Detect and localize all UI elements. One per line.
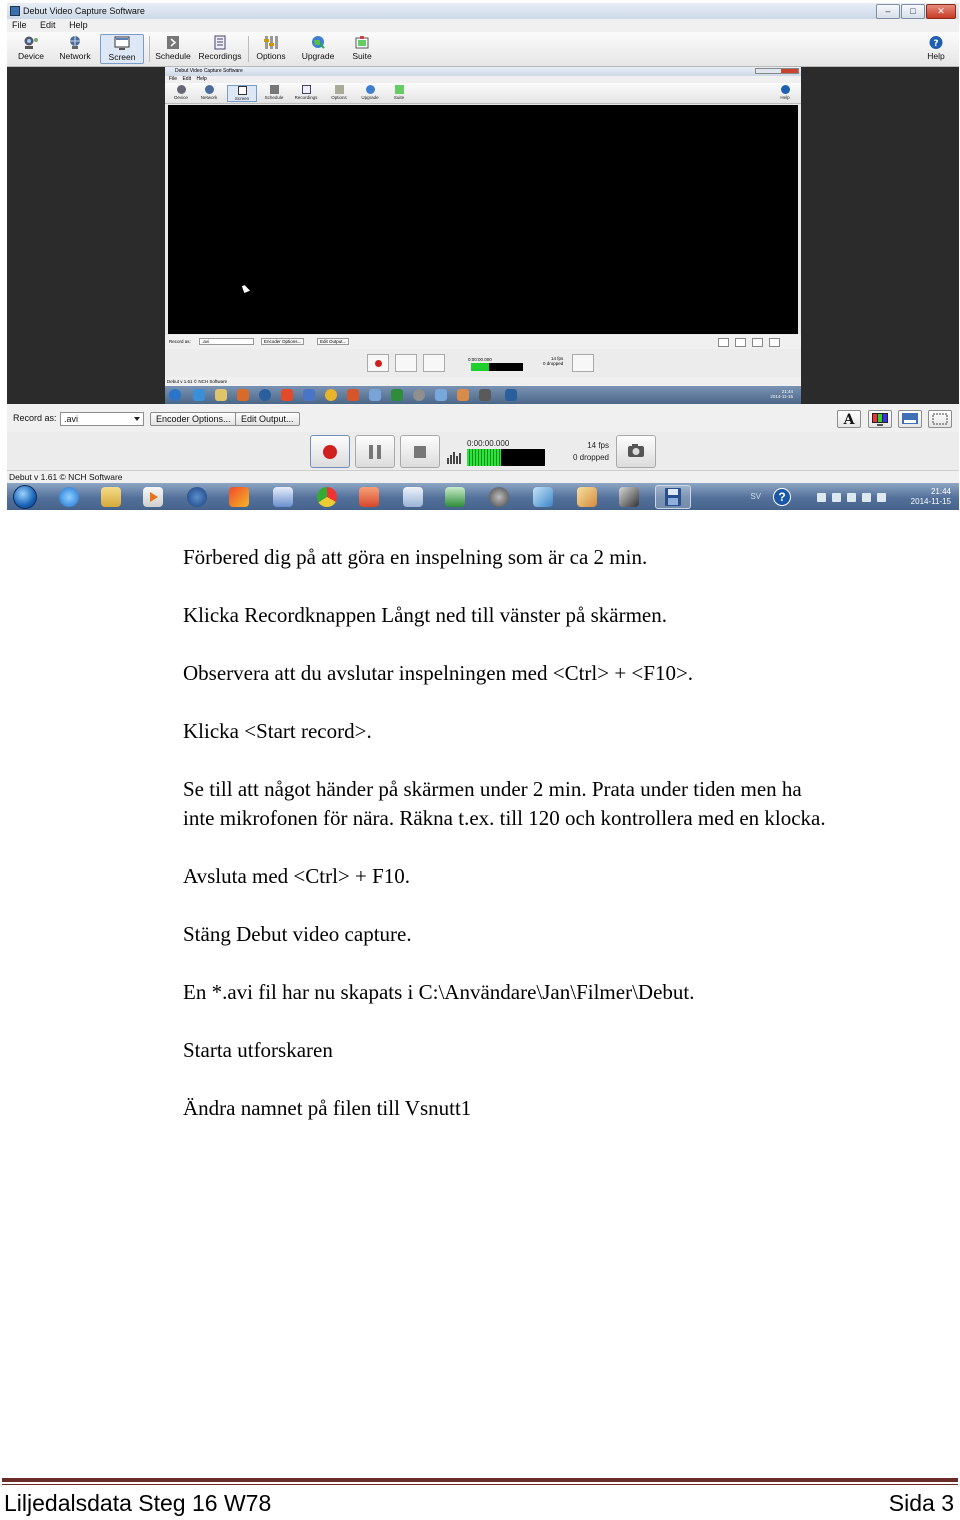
- nested-snapshot-button: [572, 354, 594, 372]
- menu-edit[interactable]: Edit: [40, 20, 56, 30]
- timecode: 0:00:00.000: [467, 439, 510, 448]
- window-controls: [876, 4, 956, 19]
- footer-rule-thick: [2, 1478, 958, 1482]
- webcam-icon: [23, 35, 39, 50]
- options-label: Options: [256, 51, 286, 61]
- nested-help: Help: [775, 85, 795, 100]
- nested-status: Debut v 1.61 © NCH Software: [165, 377, 801, 386]
- word-icon[interactable]: [273, 487, 293, 507]
- excel-icon[interactable]: [445, 487, 465, 507]
- preview-nested-screen: [165, 67, 801, 404]
- tray-arrow-icon[interactable]: [817, 493, 826, 502]
- caption-button[interactable]: [898, 410, 922, 428]
- step-click-record: Klicka Recordknappen Långt ned till vänster på skärmen.: [183, 603, 668, 627]
- internet-explorer-icon[interactable]: [59, 487, 79, 507]
- office-icon[interactable]: [229, 487, 249, 507]
- pause-button[interactable]: [355, 435, 395, 468]
- record-options-bar: [7, 404, 959, 432]
- app-screenshot: [7, 3, 959, 510]
- nested-text-overlay-icon: [718, 338, 729, 347]
- monitor-color-icon: [869, 411, 891, 427]
- svg-text:?: ?: [933, 39, 939, 49]
- format-value: .avi: [64, 414, 79, 424]
- toolbar-separator: [248, 36, 249, 62]
- step-activity-line2: inte mikrofonen för nära. Räkna t.ex. till 120 och kontrollera med en klocka.: [183, 806, 826, 830]
- windows-taskbar: [7, 483, 959, 510]
- nested-recordings: Recordings: [291, 85, 321, 100]
- audio-level-meter: [467, 449, 545, 466]
- device-button[interactable]: [11, 34, 51, 64]
- upgrade-globe-icon: [310, 35, 326, 50]
- nested-menu-edit: Edit: [182, 76, 192, 82]
- audio-levels-icon: [447, 446, 463, 464]
- step-activity-line1: Se till att något händer på skärmen under 2 min. Prata under tiden men ha: [183, 777, 802, 801]
- nested-record-as-label: Record as:: [169, 339, 191, 344]
- pause-icon: [369, 445, 381, 459]
- nested-screen: Screen: [227, 85, 257, 102]
- footer-page-number: Sida 3: [888, 1490, 954, 1516]
- format-select[interactable]: [60, 412, 144, 426]
- menu-file[interactable]: File: [12, 20, 27, 30]
- nested-network: Network: [197, 85, 221, 100]
- start-orb-icon[interactable]: [13, 485, 37, 509]
- nested-record-button: [367, 354, 389, 372]
- fps-value: 14 fps: [587, 441, 609, 450]
- edit-output-button[interactable]: Edit Output...: [235, 412, 300, 426]
- screen-label: Screen: [108, 52, 136, 62]
- debut-taskbar-button[interactable]: [655, 485, 691, 509]
- dropped-value: 0 dropped: [572, 453, 609, 462]
- taskbar-clock[interactable]: [891, 487, 951, 507]
- color-adjust-button[interactable]: [868, 410, 892, 428]
- chrome-icon[interactable]: [317, 487, 337, 507]
- language-indicator[interactable]: SV: [750, 492, 761, 501]
- clock-date: 2014-11-15: [910, 497, 951, 506]
- footer-course-title: Liljedalsdata Steg 16 W78: [4, 1490, 272, 1516]
- camera-icon: [617, 436, 655, 467]
- close-icon[interactable]: ✕: [926, 4, 956, 19]
- step-observe-stop: Observera att du avslutar inspelningen med <Ctrl> + <F10>.: [183, 661, 694, 685]
- step-file-created: En *.avi fil har nu skapats i C:\Användare\Jan\Filmer\Debut.: [183, 980, 695, 1004]
- stop-icon: [414, 446, 426, 458]
- options-button[interactable]: [252, 34, 290, 64]
- nested-encoder-options: Encoder Options...: [261, 338, 304, 345]
- nested-titlebar: [165, 67, 801, 76]
- nested-menu-help: Help: [196, 76, 207, 82]
- nested-level-meter: [471, 363, 523, 371]
- nested-caption-icon: [752, 338, 763, 347]
- nested-controls: [165, 349, 801, 377]
- chevron-down-icon: [134, 417, 140, 421]
- device-label: Device: [18, 51, 44, 61]
- screen-button[interactable]: [100, 34, 144, 64]
- nested-stop-button: [423, 354, 445, 372]
- recordings-label: Recordings: [198, 51, 242, 61]
- record-dot-icon: [323, 445, 337, 459]
- window-title: Debut Video Capture Software: [23, 6, 145, 16]
- maximize-icon[interactable]: □: [901, 4, 925, 19]
- step-start-record: Klicka <Start record>.: [183, 719, 372, 743]
- floppy-save-icon: [656, 486, 690, 508]
- explorer-folder-icon[interactable]: [101, 487, 121, 507]
- tray-help-icon[interactable]: ?: [773, 488, 791, 506]
- help-button[interactable]: [919, 34, 953, 64]
- step-prepare: Förbered dig på att göra en inspelning som är ca 2 min.: [183, 545, 648, 569]
- svg-text:A: A: [843, 412, 855, 427]
- recordings-button[interactable]: [196, 34, 244, 64]
- toolbar-separator: [149, 36, 150, 62]
- nested-edit-output: Edit Output...: [317, 338, 349, 345]
- network-label: Network: [59, 51, 91, 61]
- hp-icon[interactable]: [187, 487, 207, 507]
- clock-time: 21:44: [930, 487, 951, 496]
- recording-controls: [7, 432, 959, 470]
- system-tray: [731, 485, 951, 509]
- mouse-cursor-icon: [242, 284, 250, 293]
- nested-fps: 14 fps 0 dropped: [543, 356, 564, 366]
- nested-timecode: 0:00:00.000: [468, 357, 492, 362]
- nested-window-title: Debut Video Capture Software: [175, 68, 243, 74]
- recordings-icon: [212, 35, 228, 50]
- nested-black-preview: [168, 105, 798, 334]
- record-button[interactable]: [310, 435, 350, 468]
- schedule-icon: [165, 35, 181, 50]
- schedule-button[interactable]: [153, 34, 193, 64]
- stop-button[interactable]: [400, 435, 440, 468]
- nested-menubar: [165, 76, 801, 83]
- record-as-label: Record as:: [13, 413, 57, 423]
- options-icon: [263, 35, 279, 50]
- tray-save-icon[interactable]: [832, 493, 841, 502]
- fps-readout: [569, 440, 609, 464]
- crop-button[interactable]: [928, 410, 952, 428]
- nested-window-controls: [755, 68, 799, 74]
- nested-menu-file: File: [169, 76, 178, 82]
- text-overlay-button[interactable]: [837, 410, 861, 428]
- nested-pause-button: [395, 354, 417, 372]
- nested-taskbar: [165, 386, 801, 404]
- nested-toolbar: [165, 83, 801, 104]
- status-bar: Debut v 1.61 © NCH Software: [7, 470, 959, 483]
- network-button[interactable]: [55, 34, 95, 64]
- caption-icon: [899, 411, 921, 427]
- main-toolbar: [7, 32, 959, 67]
- nested-color-icon: [735, 338, 746, 347]
- nested-record-bar: [165, 335, 801, 349]
- paint-palette-icon[interactable]: [577, 487, 597, 507]
- powerpoint-icon[interactable]: [359, 487, 379, 507]
- menubar: [7, 19, 959, 32]
- screen-icon: [114, 36, 130, 51]
- notes-icon[interactable]: [533, 487, 553, 507]
- footer-rule-thin: [2, 1484, 958, 1485]
- suite-icon: [354, 35, 370, 50]
- microphone-icon[interactable]: [619, 487, 639, 507]
- text-a-icon: [838, 411, 860, 427]
- schedule-label: Schedule: [155, 51, 191, 61]
- step-finish: Avsluta med <Ctrl> + F10.: [183, 864, 411, 888]
- nested-clock: 21:44 2014-11-15: [770, 389, 793, 399]
- upgrade-button[interactable]: [297, 34, 339, 64]
- suite-button[interactable]: [344, 34, 380, 64]
- nested-suite: Suite: [389, 85, 409, 100]
- suite-label: Suite: [352, 51, 372, 61]
- tray-volume-icon[interactable]: [877, 493, 886, 502]
- step-close-app: Stäng Debut video capture.: [183, 922, 412, 946]
- nested-schedule: Schedule: [261, 85, 287, 100]
- audio-app-icon[interactable]: [489, 487, 509, 507]
- help-icon: [928, 35, 944, 50]
- minimize-icon[interactable]: –: [876, 4, 900, 19]
- tray-device-icon[interactable]: [847, 493, 856, 502]
- menu-help[interactable]: Help: [69, 20, 88, 30]
- media-player-icon[interactable]: [143, 487, 163, 507]
- nested-upgrade: Upgrade: [357, 85, 383, 100]
- crop-frame-icon: [929, 411, 951, 427]
- nested-format-select: .avi: [199, 338, 254, 345]
- nested-crop-icon: [769, 338, 780, 347]
- upgrade-label: Upgrade: [301, 51, 335, 61]
- step-open-explorer: Starta utforskaren: [183, 1038, 333, 1062]
- step-rename-file: Ändra namnet på filen till Vsnutt1: [183, 1096, 472, 1120]
- encoder-options-button[interactable]: Encoder Options...: [150, 412, 237, 426]
- audio-level-fill: [467, 449, 501, 466]
- tray-network-icon[interactable]: [862, 493, 871, 502]
- app-icon: [10, 6, 20, 16]
- nested-options: Options: [327, 85, 351, 100]
- help-label: Help: [927, 51, 945, 61]
- snapshot-button[interactable]: [616, 435, 656, 468]
- window-titlebar: [7, 3, 959, 19]
- paint-icon[interactable]: [403, 487, 423, 507]
- nested-device: Device: [171, 85, 191, 100]
- network-icon: [67, 35, 83, 50]
